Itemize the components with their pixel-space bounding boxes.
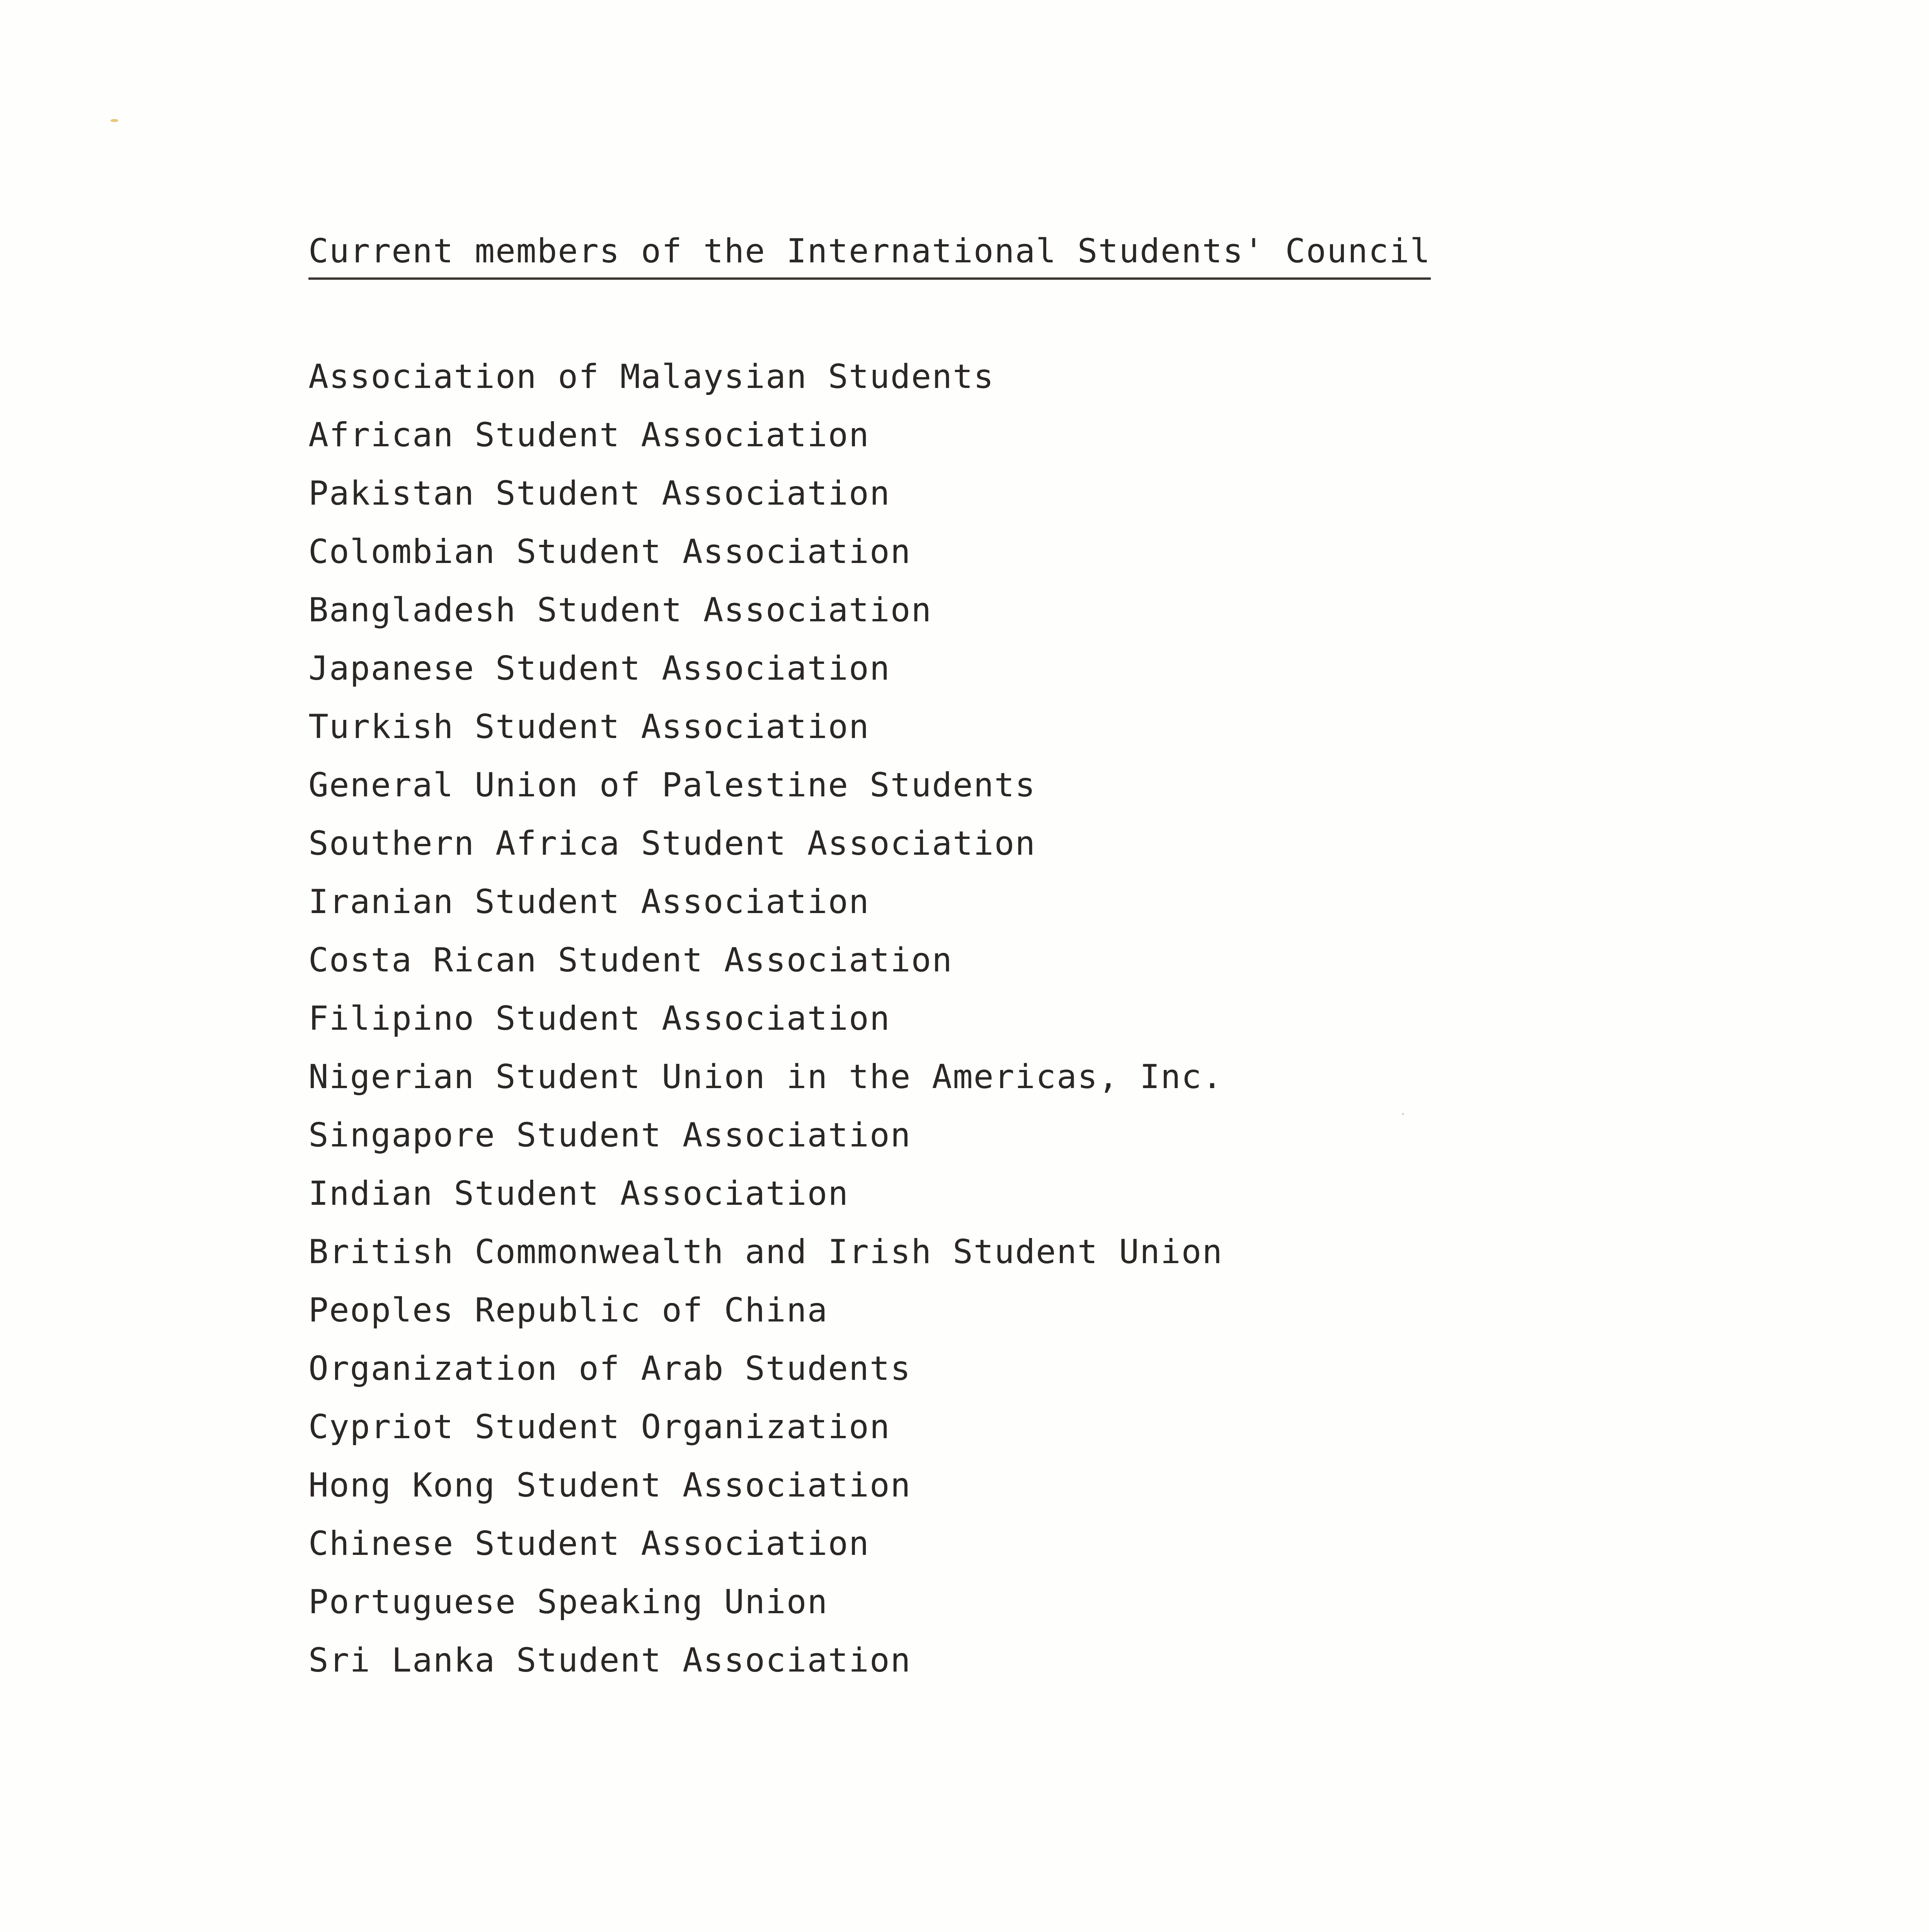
document-heading: Current members of the International Students' Council [308,228,1431,280]
member-item: Sri Lanka Student Association [308,1641,911,1680]
member-item: Colombian Student Association [308,532,911,571]
member-item: Cypriot Student Organization [308,1408,890,1446]
member-item: Japanese Student Association [308,649,890,688]
member-item: Hong Kong Student Association [308,1466,911,1505]
member-item: Association of Malaysian Students [308,357,994,396]
member-item: Pakistan Student Association [308,474,890,513]
member-list [308,348,1223,1690]
member-item: Iranian Student Association [308,883,870,921]
member-item: Turkish Student Association [308,707,870,746]
member-item: General Union of Palestine Students [308,766,1036,804]
member-item: British Commonwealth and Irish Student Union [308,1233,1223,1271]
member-item: Filipino Student Association [308,999,890,1038]
member-item: Portuguese Speaking Union [308,1583,828,1621]
member-item: Organization of Arab Students [308,1349,911,1388]
member-item: Singapore Student Association [308,1116,911,1155]
member-item: Indian Student Association [308,1174,849,1213]
member-item: Peoples Republic of China [308,1291,828,1330]
member-item: Nigerian Student Union in the Americas, Inc. [308,1058,1223,1096]
member-item: African Student Association [308,416,870,454]
member-item: Costa Rican Student Association [308,941,953,980]
paper-speck [111,119,118,122]
member-item: Chinese Student Association [308,1524,870,1563]
paper-speck [1402,1113,1404,1115]
member-item: Southern Africa Student Association [308,824,1036,863]
member-item: Bangladesh Student Association [308,591,932,629]
